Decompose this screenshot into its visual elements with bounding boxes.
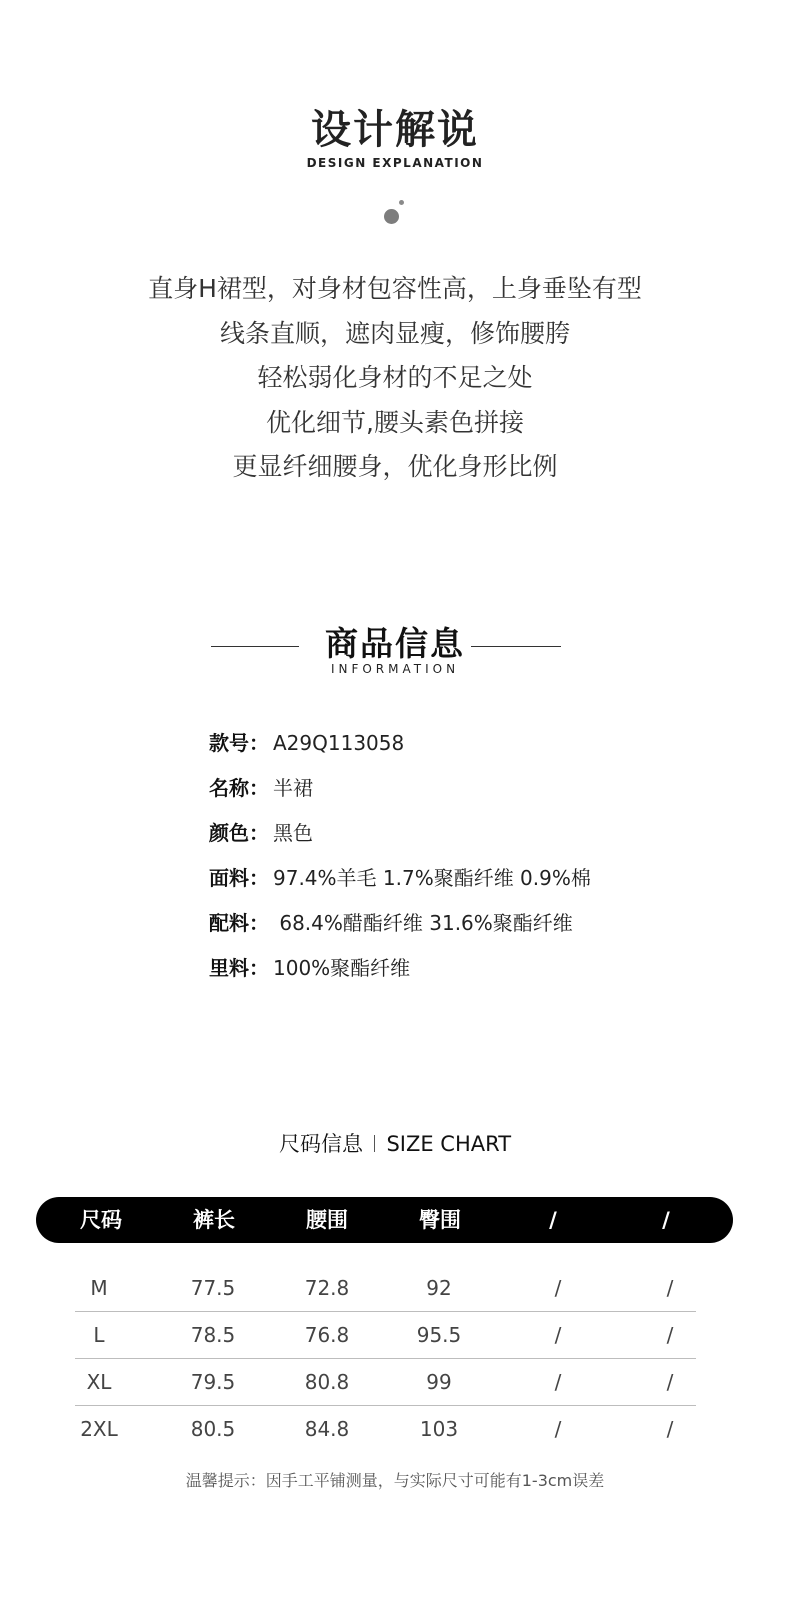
size-table-header [36,1197,733,1243]
spec-value: 黑色 [273,821,313,845]
table-row [75,1265,696,1312]
spec-key: 配料： [209,911,269,935]
cell-size: XL [86,1370,112,1394]
spec-value: 68.4%醋酯纤维 31.6%聚酯纤维 [273,911,573,935]
cell-empty: / [666,1323,674,1347]
cell-empty: / [666,1370,674,1394]
cell-waist: 76.8 [304,1323,350,1347]
cell-hip: 92 [426,1276,452,1300]
cell-empty: / [554,1370,562,1394]
spec-value: 100%聚酯纤维 [273,956,411,980]
decorative-dot [384,209,399,224]
cell-empty: / [666,1417,674,1441]
design-line: 轻松弱化身材的不足之处 [257,363,533,392]
spec-item-fabric [209,863,591,908]
header-waist: 腰围 [306,1208,348,1232]
spec-value: 97.4%羊毛 1.7%聚酯纤维 0.9%棉 [273,866,591,890]
info-subtitle: INFORMATION [330,662,460,676]
header-empty-1: / [549,1208,557,1232]
spec-item-color [209,818,591,863]
design-line: 直身H裙型，对身材包容性高，上身垂坠有型 [148,274,642,303]
cell-size: 2XL [80,1417,118,1441]
cell-size: M [90,1276,108,1300]
cell-empty: / [554,1276,562,1300]
cell-length: 77.5 [190,1276,236,1300]
cell-length: 78.5 [190,1323,236,1347]
spec-key: 名称： [209,776,269,800]
cell-waist: 72.8 [304,1276,350,1300]
spec-list [209,728,591,998]
spec-key: 里料： [209,956,269,980]
spec-key: 款号： [209,731,269,755]
design-description [0,267,790,490]
spec-item-accessory-material [209,908,591,953]
cell-hip: 95.5 [416,1323,462,1347]
cell-length: 79.5 [190,1370,236,1394]
measurement-note: 温馨提示：因手工平铺测量，与实际尺寸可能有1-3cm误差 [185,1471,605,1490]
spec-item-lining [209,953,591,998]
heading-separator [374,1135,376,1152]
info-title: 商品信息 [325,624,465,663]
cell-length: 80.5 [190,1417,236,1441]
spec-value: A29Q113058 [273,731,405,755]
table-row [75,1359,696,1406]
size-chart-title-en: SIZE CHART [386,1132,512,1156]
spec-item-name [209,773,591,818]
spec-value: 半裙 [273,776,313,800]
size-chart-heading [0,1128,790,1158]
table-row [75,1406,696,1453]
spec-item-style-number [209,728,591,773]
cell-waist: 84.8 [304,1417,350,1441]
cell-empty: / [666,1276,674,1300]
design-subtitle: DESIGN EXPLANATION [306,156,484,170]
spec-key: 面料： [209,866,269,890]
size-chart-title-cn: 尺码信息 [278,1132,363,1156]
cell-empty: / [554,1323,562,1347]
header-hip: 臀围 [419,1208,461,1232]
header-size: 尺码 [80,1208,122,1232]
cell-waist: 80.8 [304,1370,350,1394]
design-line: 线条直顺，遮肉显瘦，修饰腰胯 [219,318,570,348]
header-empty-2: / [662,1208,670,1232]
cell-empty: / [554,1417,562,1441]
cell-hip: 103 [419,1417,459,1441]
header-length: 裤长 [193,1208,235,1232]
cell-hip: 99 [426,1370,452,1394]
design-line: 优化细节,腰头素色拼接 [266,407,524,437]
table-row [75,1312,696,1359]
design-line: 更显纤细腰身，优化身形比例 [232,452,558,481]
design-title: 设计解说 [311,107,479,153]
cell-size: L [93,1323,105,1347]
spec-key: 颜色： [209,821,269,845]
decorative-dot-small [399,200,404,205]
